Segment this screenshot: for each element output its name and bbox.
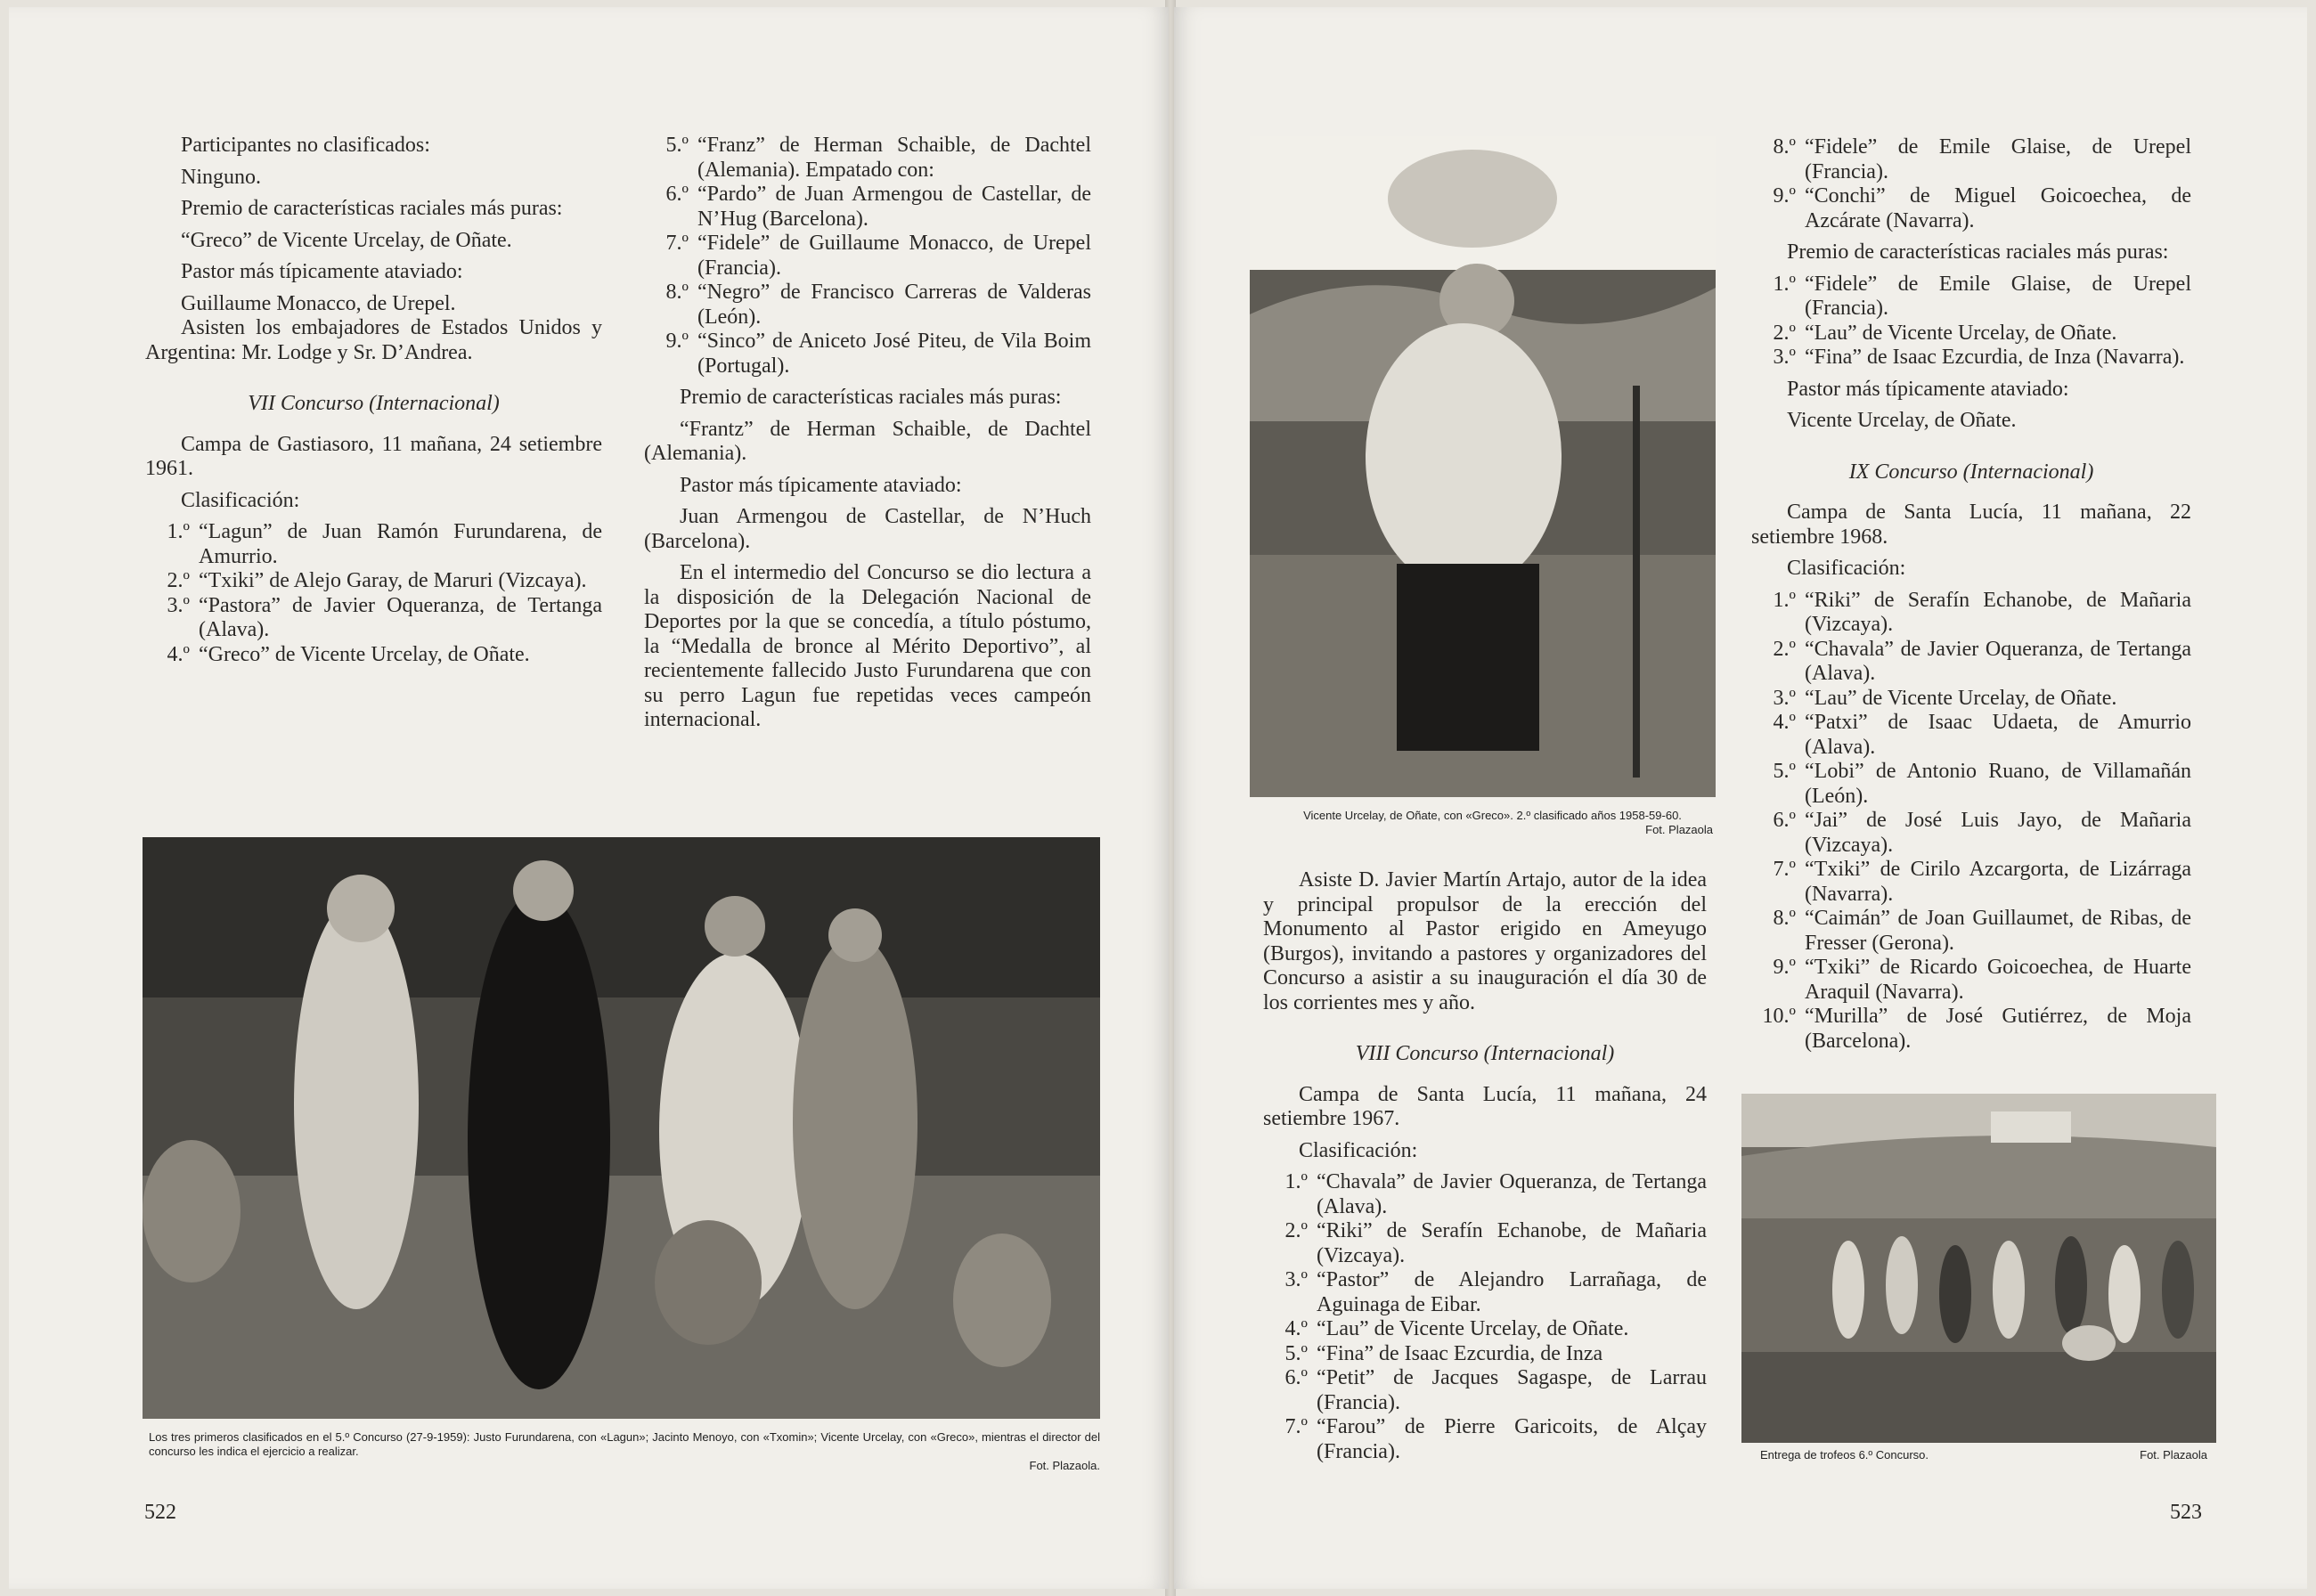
classification-list — [1751, 589, 2191, 1054]
page-number: 523 — [2170, 1501, 2202, 1524]
photo-shepherds-dogs — [143, 837, 1100, 1419]
list-item: 7.º “Farou” de Pierre Garicoits, de Alçay (Francia). — [1284, 1415, 1707, 1463]
left-page — [9, 7, 1169, 1589]
paragraph: Ninguno. — [181, 165, 261, 189]
list-item: 8.º “Fidele” de Emile Glaise, de Urepel (Francia). — [1773, 135, 2191, 183]
list-item: 9.º “Txiki” de Ricardo Goicoechea, de Huarte Araquil (Navarra). — [1773, 956, 2191, 1004]
paragraph: Campa de Gastiasoro, 11 mañana, 24 setiembre 1961. — [145, 432, 602, 480]
list-item: 9.º “Sinco” de Aniceto José Piteu, de Vila Boim (Portugal). — [665, 330, 1091, 378]
paragraph: Asisten los embajadores de Estados Unidos y Argentina: Mr. Lodge y Sr. D’Andrea. — [145, 316, 602, 364]
list-item: 5.º “Lobi” de Antonio Ruano, de Villamañán (León). — [1773, 760, 2191, 808]
list-item: 7.º “Fidele” de Guillaume Monacco, de Urepel (Francia). — [665, 232, 1091, 280]
section-heading: VIII Concurso (Internacional) — [1355, 1042, 1615, 1065]
paragraph: “Greco” de Vicente Urcelay, de Oñate. — [181, 228, 512, 252]
paragraph: Premio de características raciales más puras: — [1787, 240, 2169, 264]
list-item: 2.º “Txiki” de Alejo Garay, de Maruri (Vizcaya). — [167, 569, 587, 592]
right-page — [1174, 7, 2307, 1589]
list-item: 2.º “Riki” de Serafín Echanobe, de Mañaria (Vizcaya). — [1284, 1219, 1707, 1267]
classification-list — [145, 520, 602, 667]
list-item: 6.º “Pardo” de Juan Armengou de Castellar, de N’Hug (Barcelona). — [665, 183, 1091, 231]
page-number: 522 — [144, 1501, 176, 1524]
list-item: 7.º “Txiki” de Cirilo Azcargorta, de Lizárraga (Navarra). — [1773, 858, 2191, 906]
photo-shepherd-with-dog-image — [1250, 136, 1716, 797]
photo-trophy-ceremony — [1741, 1094, 2216, 1443]
paragraph: Clasificación: — [1299, 1138, 1418, 1162]
paragraph: Asiste D. Javier Martín Artajo, autor de la idea y principal propulsor de la erección del Monumento al Pastor erigido en Ameyugo (Burgos), invitando a pastores y organizadores del Concurso a asistir a su inauguración el día 30 de los corrientes mes y año. — [1263, 868, 1707, 1014]
list-item: 3.º “Fina” de Isaac Ezcurdia, de Inza (Navarra). — [1773, 346, 2185, 369]
photo-credit: Fot. Plazaola. — [1029, 1459, 1100, 1472]
list-item: 3.º “Lau” de Vicente Urcelay, de Oñate. — [1773, 686, 2117, 710]
list-item: 5.º “Franz” de Herman Schaible, de Dachtel (Alemania). Empatado con: — [665, 134, 1091, 182]
list-item: 6.º “Jai” de José Luis Jayo, de Mañaria (Vizcaya). — [1773, 809, 2191, 857]
list-item: 4.º “Patxi” de Isaac Udaeta, de Amurrio (Alava). — [1773, 711, 2191, 759]
list-item: 2.º “Chavala” de Javier Oqueranza, de Tertanga (Alava). — [1773, 637, 2191, 685]
list-item: 6.º “Petit” de Jacques Sagaspe, de Larrau (Francia). — [1284, 1366, 1707, 1414]
list-item: 3.º “Pastora” de Javier Oqueranza, de Tertanga (Alava). — [167, 593, 602, 641]
photo-trophy-ceremony-image — [1741, 1094, 2216, 1443]
list-item: 4.º “Greco” de Vicente Urcelay, de Oñate. — [167, 642, 530, 666]
list-item: 9.º “Conchi” de Miguel Goicoechea, de Azcárate (Navarra). — [1773, 184, 2191, 232]
paragraph: Clasificación: — [1787, 557, 1906, 580]
classification-list — [644, 134, 1091, 379]
paragraph: Campa de Santa Lucía, 11 mañana, 24 setiembre 1967. — [1263, 1082, 1707, 1130]
paragraph: Pastor más típicamente ataviado: — [1787, 377, 2069, 401]
caption-text: Vicente Urcelay, de Oñate, con «Greco». 2.º clasificado años 1958-59-60. — [1303, 809, 1682, 822]
paragraph: Clasificación: — [181, 488, 300, 512]
list-item: 5.º “Fina” de Isaac Ezcurdia, de Inza — [1284, 1341, 1603, 1365]
list-item: 2.º “Lau” de Vicente Urcelay, de Oñate. — [1773, 321, 2117, 345]
classification-list — [1751, 273, 2191, 370]
list-item: 1.º “Riki” de Serafín Echanobe, de Mañaria (Vizcaya). — [1773, 588, 2191, 636]
photo-caption — [1272, 809, 1713, 837]
list-item: 1.º “Chavala” de Javier Oqueranza, de Tertanga (Alava). — [1284, 1170, 1707, 1218]
list-item: 8.º “Negro” de Francisco Carreras de Valderas (León). — [665, 281, 1091, 329]
list-item: 3.º “Pastor” de Alejandro Larrañaga, de Aguinaga de Eibar. — [1284, 1268, 1707, 1316]
list-item: 4.º “Lau” de Vicente Urcelay, de Oñate. — [1284, 1317, 1629, 1340]
right-column-2 — [1751, 135, 2191, 1061]
caption-text: Los tres primeros clasificados en el 5.º Concurso (27-9-1959): Justo Furundarena, con «Lagun»; Jacinto Menoyo, con «Txomin»; Vicente Urcelay, con «Greco», mientras el director del concurso les indica el ejercicio a realizar. — [149, 1430, 1100, 1458]
list-item: 1.º “Lagun” de Juan Ramón Furundarena, de Amurrio. — [167, 520, 602, 568]
section-heading: VII Concurso (Internacional) — [248, 392, 500, 415]
paragraph: Pastor más típicamente ataviado: — [680, 473, 962, 497]
paragraph: Premio de características raciales más puras: — [181, 197, 563, 220]
right-column-1 — [1263, 868, 1707, 1471]
paragraph: “Frantz” de Herman Schaible, de Dachtel (Alemania). — [644, 417, 1091, 465]
classification-list — [1263, 1170, 1707, 1464]
caption-text: Entrega de trofeos 6.º Concurso. — [1760, 1448, 1929, 1462]
photo-credit: Fot. Plazaola — [2140, 1448, 2207, 1462]
paragraph: Vicente Urcelay, de Oñate. — [1787, 409, 2017, 432]
left-column-1 — [145, 134, 602, 674]
list-item: 10.º “Murilla” de José Gutiérrez, de Moja (Barcelona). — [1762, 1005, 2191, 1053]
list-item: 1.º “Fidele” de Emile Glaise, de Urepel (Francia). — [1773, 272, 2191, 320]
left-column-2 — [644, 134, 1091, 740]
paragraph: En el intermedio del Concurso se dio lectura a la disposición de la Delegación Nacional de Deportes por la que se concedía, a título póstumo, la “Medalla de bronce al Mérito Deportivo”, al recientemente fallecido Justo Furundarena que con su perro Lagun fue repetidas veces campeón internacional. — [644, 561, 1091, 731]
photo-shepherd-with-dog — [1250, 136, 1716, 797]
paragraph: Guillaume Monacco, de Urepel. — [181, 291, 456, 315]
paragraph: Pastor más típicamente ataviado: — [181, 260, 463, 283]
paragraph: Campa de Santa Lucía, 11 mañana, 22 setiembre 1968. — [1751, 501, 2191, 549]
section-heading: IX Concurso (Internacional) — [1848, 460, 2094, 484]
paragraph: Premio de características raciales más puras: — [680, 386, 1062, 409]
paragraph: Participantes no clasificados: — [181, 134, 430, 157]
photo-caption — [149, 1430, 1100, 1473]
photo-caption — [1760, 1448, 2207, 1462]
classification-list — [1751, 135, 2191, 233]
paragraph: Juan Armengou de Castellar, de N’Huch (Barcelona). — [644, 505, 1091, 553]
photo-credit: Fot. Plazaola — [1645, 823, 1713, 836]
photo-shepherds-dogs-image — [143, 837, 1100, 1419]
list-item: 8.º “Caimán” de Joan Guillaumet, de Ribas, de Fresser (Gerona). — [1773, 907, 2191, 955]
